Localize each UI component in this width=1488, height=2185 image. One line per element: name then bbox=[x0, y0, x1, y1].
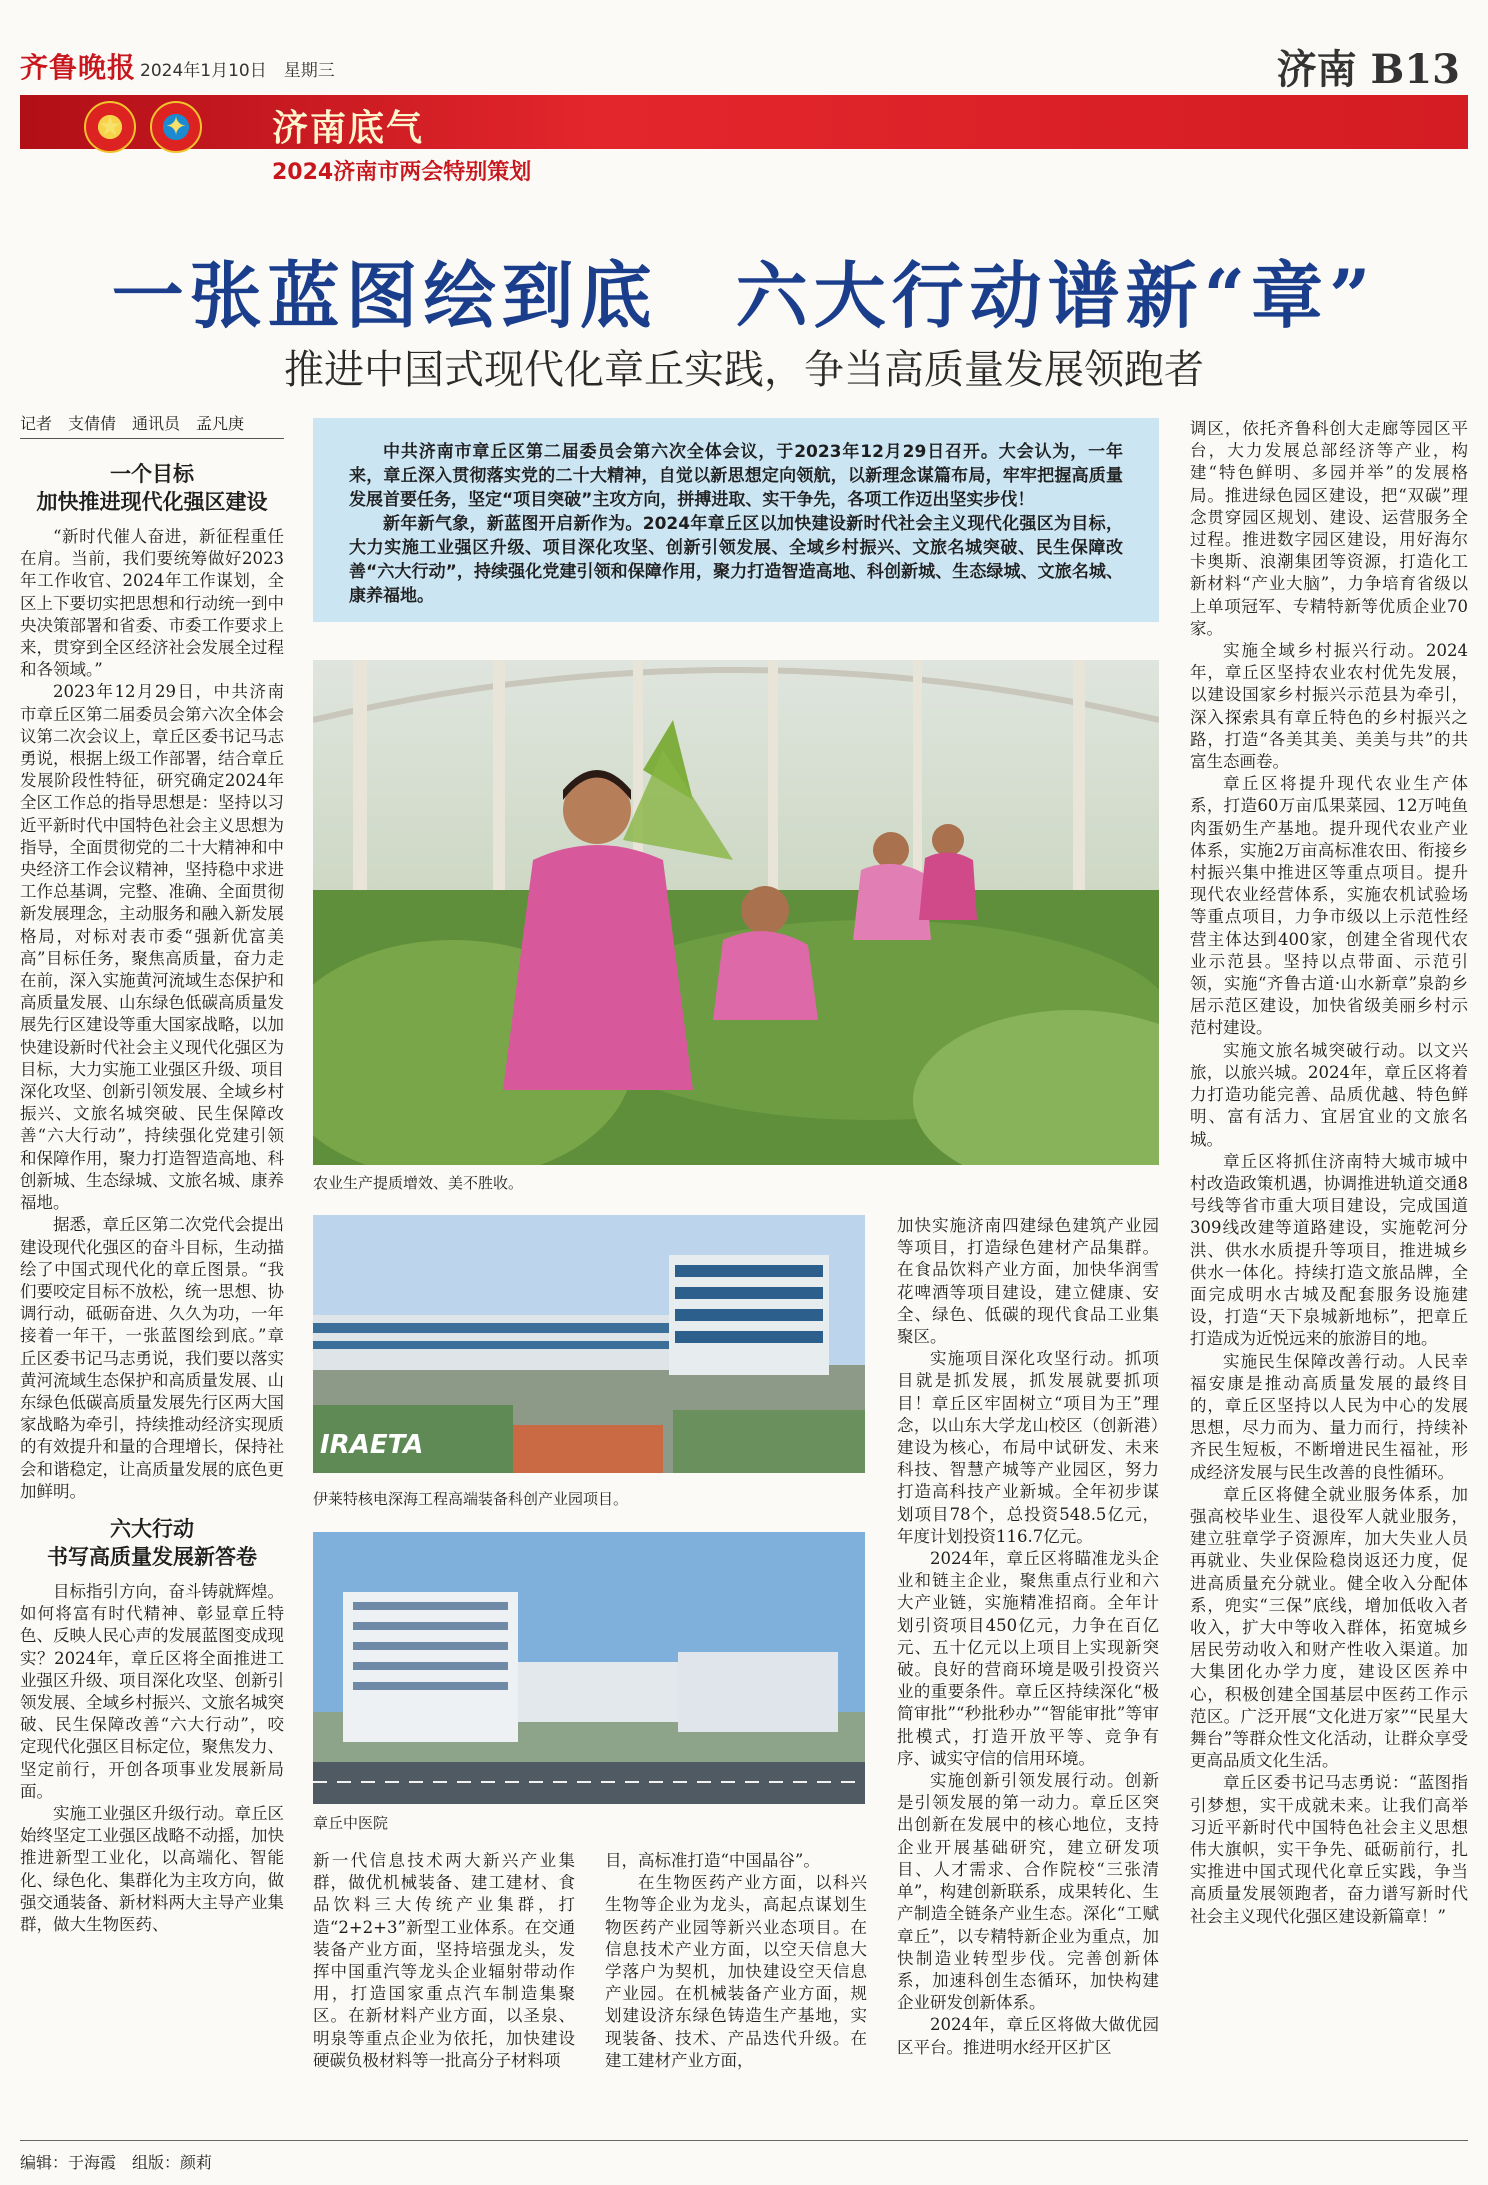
paragraph: 加快实施济南四建绿色建筑产业园等项目，打造绿色建材产品集群。在食品饮料产业方面，加快华润雪花啤酒等项目建设，建立健康、安全、绿色、低碳的现代食品工业集聚区。 bbox=[897, 1216, 1159, 1347]
paragraph: 章丘区委书记马志勇说：“蓝图指引梦想，实干成就未来。让我们高举习近平新时代中国特色社会主义思想伟大旗帜，实干争先、砥砺前行，扎实推进中国式现代化章丘实践，争当高质量发展领跑者，奋力谱写新时代社会主义现代化强区建设新篇章！” bbox=[1190, 1773, 1468, 1926]
paragraph: 据悉，章丘区第二次党代会提出建设现代化强区的奋斗目标，生动描绘了中国式现代化的章丘图景。“我们要咬定目标不放松，统一思想、协调行动，砥砺奋进、久久为功，一年接着一年干，一张蓝图绘到底。”章丘区委书记马志勇说，我们要以落实黄河流域生态保护和高质量发展、山东绿色低碳高质量发展先行区两大国家战略为牵引，持续推动经济实现质的有效提升和量的合理增长，保持社会和谐稳定，让高质量发展的底色更加鲜明。 bbox=[20, 1215, 284, 1501]
hospital-photo bbox=[313, 1532, 865, 1804]
subheadline: 推进中国式现代化章丘实践，争当高质量发展领跑者 bbox=[284, 347, 1204, 393]
paragraph: 章丘区将抓住济南特大城市城中村改造政策机遇，协调推进轨道交通8号线等省市重大项目建设，完成国道309线改建等道路建设，实施乾河分洪、供水水质提升等项目，推进城乡供水一体化。持续打造文旅品牌，全面完成明水古城及配套服务设施建设，打造“天下泉城新地标”，把章丘打造成为近悦远来的旅游目的地。 bbox=[1190, 1151, 1468, 1349]
section-heading bbox=[20, 460, 284, 516]
editor-credit: 编辑：于海霞 组版：颜莉 bbox=[20, 2153, 213, 2172]
article-column-5 bbox=[1190, 418, 1468, 2130]
byline: 记者 支倩倩 通讯员 孟凡庚 bbox=[20, 414, 245, 433]
paragraph: 调区，依托齐鲁科创大走廊等园区平台，大力发展总部经济等产业，构建“特色鲜明、多园并举”的发展格局。推进绿色园区建设，把“双碳”理念贯穿园区规划、建设、运营服务全过程。推进数字园区建设，用好海尔卡奥斯、浪潮集团等资源，打造化工新材料“产业大脑”，力争培育省级以上单项冠军、专精特新等优质企业70家。 bbox=[1190, 419, 1468, 638]
article-column-2 bbox=[313, 1850, 575, 2132]
article-column-3 bbox=[605, 1850, 867, 2132]
paragraph: 2023年12月29日，中共济南市章丘区第二届委员会第六次全体会议第二次会议上，章丘区委书记马志勇说，根据上级工作部署，结合章丘发展阶段性特征，研究确定2024年全区工作总的指导思想是：坚持以习近平新时代中国特色社会主义思想为指导，全面贯彻党的二十大精神和中央经济工作会议精神，坚持稳中求进工作总基调，完整、准确、全面贯彻新发展理念，主动服务和融入新发展格局，对标对表市委“强新优富美高”目标任务，聚焦高质量，奋力走在前，深入实施黄河流域生态保护和高质量发展、山东绿色低碳高质量发展先行区建设等重大国家战略，以加快建设新时代社会主义现代化强区为目标，大力实施工业强区升级、项目深化攻坚、创新引领发展、全域乡村振兴、文旅名城突破、民生保障改善“六大行动”，持续强化党建引领和保障作用，聚力打造智造高地、科创新城、生态绿城、文旅名城、康养福地。 bbox=[20, 682, 284, 1213]
heading-line: 六大行动 bbox=[110, 1516, 194, 1541]
paragraph: 章丘区将健全就业服务体系，加强高校毕业生、退役军人就业服务，建立驻章学子资源库，加大失业人员再就业、失业保险稳岗返还力度，促进高质量充分就业。健全收入分配体系，兜实“三保”底线，增加低收入者收入，扩大中等收入群体，拓宽城乡居民劳动收入和财产性收入渠道。加大集团化办学力度，建设区医养中心，积极创建全国基层中医药工作示范区。广泛开展“文化进万家”“民星大舞台”等群众性文化活动，让群众享受更高品质文化生活。 bbox=[1190, 1484, 1468, 1771]
park-sign: IRAETA bbox=[320, 1430, 424, 1460]
section-name: 济南底气 bbox=[272, 107, 425, 149]
page-tag: 济南 B13 bbox=[1276, 46, 1460, 93]
special-title: 2024济南市两会特别策划 bbox=[272, 160, 532, 185]
paragraph: 在生物医药产业方面，以科兴生物等企业为龙头，高起点谋划生物医药产业园等新兴业态项目。在信息技术产业方面，以空天信息大学落户为契机，加快建设空天信息产业园。在机械装备产业方面，规划建设济东绿色铸造生产基地，实现装备、技术、产品迭代升级。在建工建材产业方面， bbox=[605, 1873, 867, 2070]
section-heading bbox=[20, 1515, 284, 1571]
paragraph: 章丘区将提升现代农业生产体系，打造60万亩瓜果菜园、12万吨鱼肉蛋奶生产基地。提升现代农业产业体系，实施2万亩高标准农田、衔接乡村振兴集中推进区等重点项目。提升现代农业经营体系，实施农机试验场等重点项目，力争市级以上示范性经营主体达到400家，创建全省现代农业示范县。坚持以点带面、示范引领，实施“齐鲁古道·山水新章”泉韵乡居示范区建设，加快省级美丽乡村示范村建设。 bbox=[1190, 774, 1468, 1038]
paragraph: 实施全域乡村振兴行动。2024年，章丘区坚持农业农村优先发展，以建设国家乡村振兴示范县为牵引，深入探索具有章丘特色的乡村振兴之路，打造“各美其美、美美与共”的共富生态画卷。 bbox=[1190, 641, 1468, 772]
newspaper-logo: 齐鲁晚报 bbox=[20, 51, 137, 84]
paragraph: 2024年，章丘区将瞄准龙头企业和链主企业，聚焦重点行业和六大产业链，实施精准招商。全年计划引资项目450亿元，力争在百亿元、五十亿元以上项目上实现新突破。良好的营商环境是吸引投资兴业的重要条件。章丘区持续深化“极简审批”“秒批秒办”“智能审批”等审批模式，打造开放平等、竞争有序、诚实守信的信用环境。 bbox=[897, 1549, 1159, 1768]
article-column-1 bbox=[20, 460, 284, 2130]
cppcc-emblem-icon: ✦ bbox=[150, 101, 202, 153]
farm-photo bbox=[313, 660, 1159, 1165]
paragraph: 实施创新引领发展行动。创新是引领发展的第一动力。章丘区突出创新在发展中的核心地位，支持企业开展基础研究，建立研发项目、人才需求、合作院校“三张清单”，构建创新联系，成果转化、生产制造全链条产业生态。深化“工赋章丘”，以专精特新企业为重点，加快制造业转型步伐。完善创新体系，加速科创生态循环，加快构建企业研发创新体系。 bbox=[897, 1771, 1159, 2013]
heading-line: 书写高质量发展新答卷 bbox=[47, 1544, 257, 1569]
farm-photo-caption: 农业生产提质增效、美不胜收。 bbox=[313, 1174, 524, 1192]
paragraph: 实施文旅名城突破行动。以文兴旅，以旅兴城。2024年，章丘区将着力打造功能完善、品质优越、特色鲜明、富有活力、宜居宜业的文旅名城。 bbox=[1190, 1040, 1468, 1149]
headline: 一张蓝图绘到底 六大行动谱新“章” bbox=[111, 253, 1377, 338]
byline-rule bbox=[20, 438, 284, 439]
paragraph: 目，高标准打造“中国晶谷”。 bbox=[605, 1851, 820, 1870]
paragraph: 实施项目深化攻坚行动。抓项目就是抓发展，抓发展就要抓项目！章丘区牢固树立“项目为王”理念，以山东大学龙山校区（创新港）建设为核心，布局中试研发、未来科技、智慧产城等产业园区，努力打造高科技产业新城。全年初步谋划项目78个，总投资548.5亿元，年度计划投资116.7亿元。 bbox=[897, 1349, 1159, 1546]
lead-paragraph: 新年新气象，新蓝图开启新作为。2024年章丘区以加快建设新时代社会主义现代化强区为目标，大力实施工业强区升级、项目深化攻坚、创新引领发展、全域乡村振兴、文旅名城突破、民生保障改善“六大行动”，持续强化党建引领和保障作用，聚力打造智造高地、科创新城、生态绿城、文旅名城、康养福地。 bbox=[349, 514, 1123, 606]
hospital-photo-caption: 章丘中医院 bbox=[313, 1814, 389, 1832]
paragraph: 新一代信息技术两大新兴产业集群，做优机械装备、建工建材、食品饮料三大传统产业集群，打造“2+2+3”新型工业体系。在交通装备产业方面，坚持培强龙头，发挥中国重汽等龙头企业辐射带动作用，打造国家重点汽车制造集聚区。在新材料产业方面，以圣泉、明泉等重点企业为依托，加快建设硬碳负极材料等一批高分子材料项 bbox=[313, 1851, 575, 2070]
paragraph: 2024年，章丘区将做大做优园区平台。推进明水经开区扩区 bbox=[897, 2015, 1159, 2057]
footer-rule bbox=[20, 2140, 1468, 2141]
section-banner bbox=[20, 95, 1468, 149]
heading-line: 一个目标 bbox=[110, 462, 194, 486]
lead-paragraph: 中共济南市章丘区第二届委员会第六次全体会议，于2023年12月29日召开。大会认为，一年来，章丘深入贯彻落实党的二十大精神，自觉以新思想定向领航，以新理念谋篇布局，牢牢把握高质量发展首要任务，坚定“项目突破”主攻方向，拼搏进取、实干争先，各项工作迈出坚实步伐！ bbox=[349, 442, 1123, 510]
park-photo-caption: 伊莱特核电深海工程高端装备科创产业园项目。 bbox=[313, 1490, 629, 1508]
paragraph: 目标指引方向，奋斗铸就辉煌。如何将富有时代精神、彰显章丘特色、反映人民心声的发展蓝图变成现实？2024年，章丘区将全面推进工业强区升级、项目深化攻坚、创新引领发展、全域乡村振兴、文旅名城突破、民生保障改善“六大行动”，咬定现代化强区目标定位，聚焦发力、坚定前行，开创各项事业发展新局面。 bbox=[20, 1581, 284, 1801]
paragraph: 实施工业强区升级行动。章丘区始终坚定工业强区战略不动摇，加快推进新型工业化，以高端化、智能化、绿色化、集群化为主攻方向，做强交通装备、新材料两大主导产业集群，做大生物医药、 bbox=[20, 1803, 284, 1934]
lead-box bbox=[313, 418, 1159, 622]
paragraph: 实施民生保障改善行动。人民幸福安康是推动高质量发展的最终目的，章丘区坚持以人民为中心的发展思想，尽力而为、量力而行，持续补齐民生短板，不断增进民生福祉，形成经济发展与民生改善的良性循环。 bbox=[1190, 1351, 1468, 1482]
national-emblem-icon: ★ bbox=[84, 101, 136, 153]
article-column-4 bbox=[897, 1215, 1159, 2132]
paragraph: “新时代催人奋进，新征程重任在肩。当前，我们要统筹做好2023年工作收官、2024年工作谋划，全区上下要切实把思想和行动统一到中央决策部署和省委、市委工作要求上来，贯穿到全区经济社会发展全过程和各领域。” bbox=[20, 527, 284, 680]
issue-date: 2024年1月10日 星期三 bbox=[140, 61, 335, 81]
heading-line: 加快推进现代化强区建设 bbox=[36, 490, 268, 514]
